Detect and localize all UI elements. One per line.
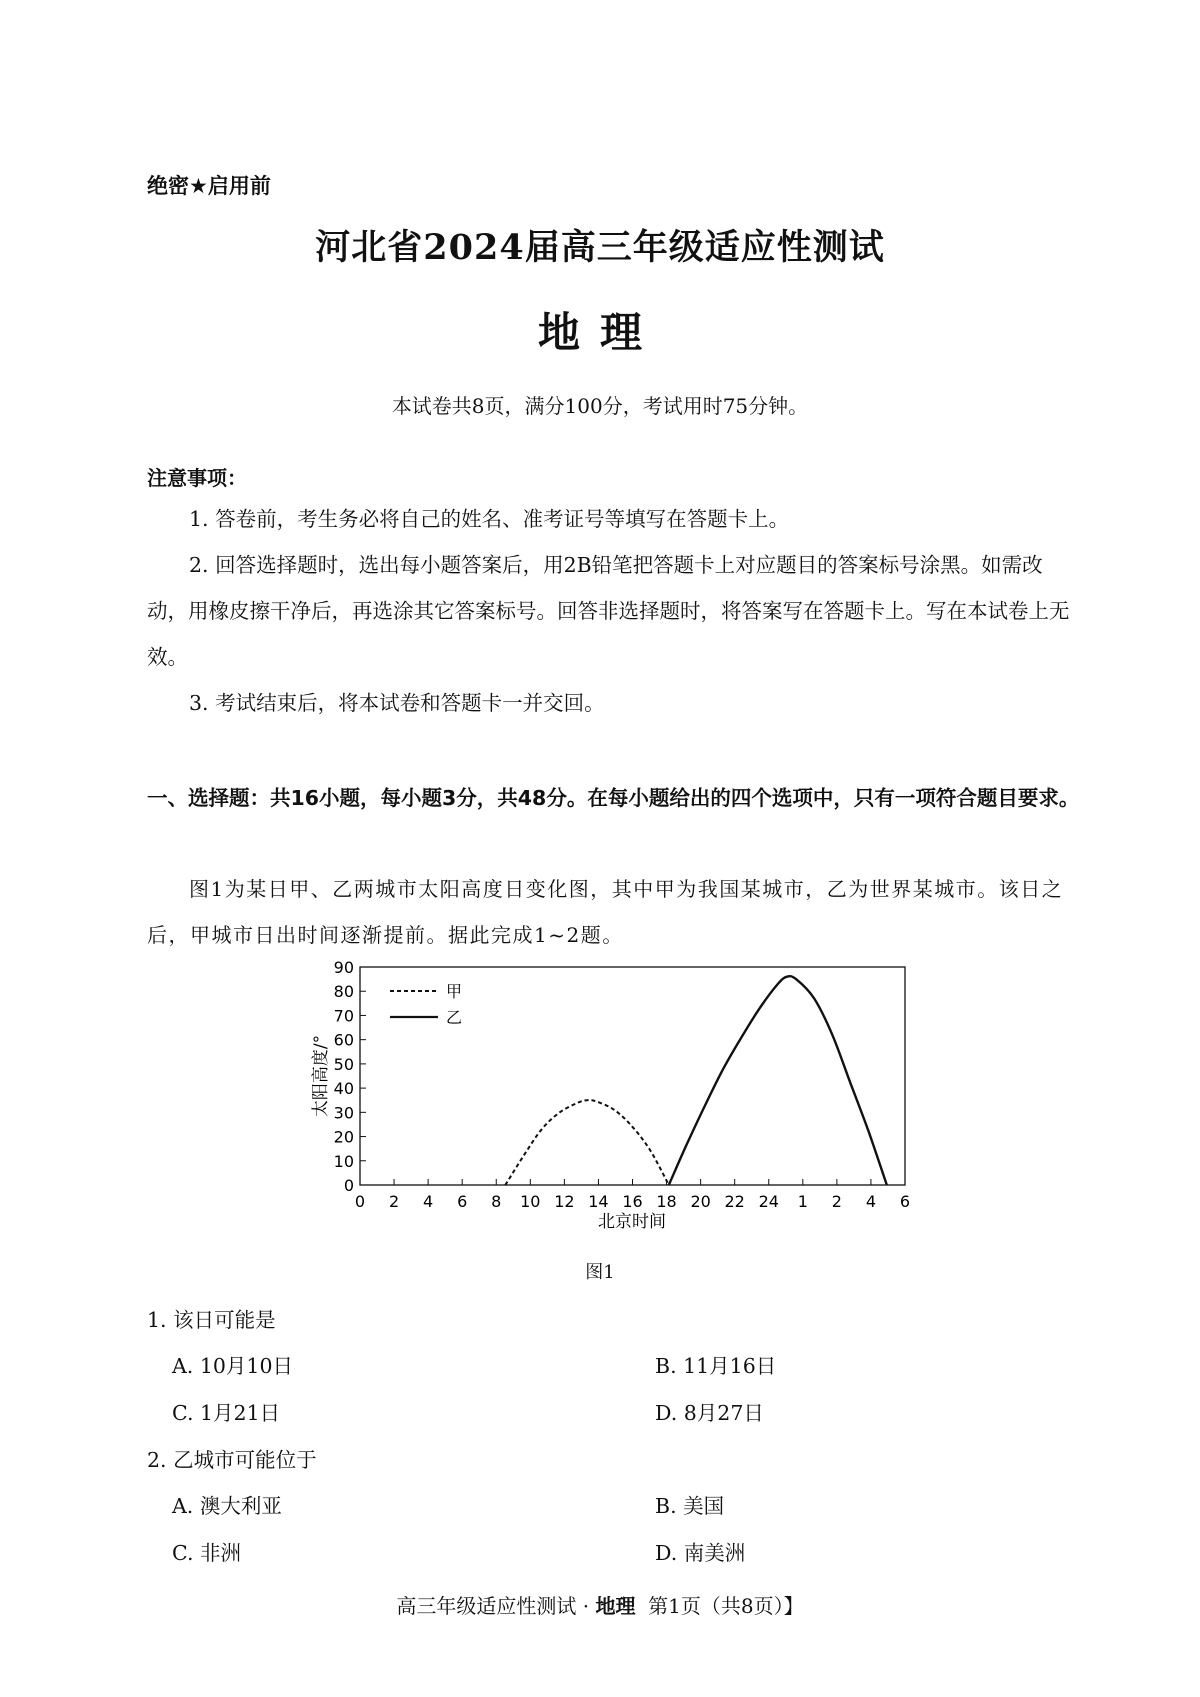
x-tick-label: 14 xyxy=(588,1192,609,1211)
notice-item-1: 1. 答卷前，考生务必将自己的姓名、准考证号等填写在答题卡上。 xyxy=(189,507,790,531)
subject-title: 地理 xyxy=(537,308,662,357)
x-tick-label: 4 xyxy=(865,1192,877,1211)
page-footer xyxy=(0,1590,1200,1619)
x-tick-label: 4 xyxy=(423,1192,434,1211)
q1-option-a[interactable]: A. 10月10日 xyxy=(172,1354,294,1378)
x-tick-label: 12 xyxy=(554,1192,575,1211)
x-tick-label: 10 xyxy=(520,1192,541,1211)
q1-option-b[interactable]: B. 11月16日 xyxy=(655,1354,777,1378)
y-tick-label: 50 xyxy=(333,1054,354,1074)
q2-option-c[interactable]: C. 非洲 xyxy=(172,1541,241,1565)
y-tick-label: 30 xyxy=(333,1103,354,1123)
y-tick-label: 70 xyxy=(333,1006,354,1026)
q1-option-c[interactable]: C. 1月21日 xyxy=(172,1401,281,1425)
section-heading: 一、选择题：共16小题，每小题3分，共48分。在每小题给出的四个选项中，只有一项符合题目要求。 xyxy=(147,786,1080,810)
x-axis-label: 北京时间 xyxy=(598,1212,666,1232)
legend-label-jia: 甲 xyxy=(446,982,463,1001)
x-tick-label: 16 xyxy=(622,1192,643,1211)
q1-option-d[interactable]: D. 8月27日 xyxy=(655,1401,764,1425)
figure-caption: 图1 xyxy=(585,1262,615,1283)
chart-series xyxy=(505,976,887,1185)
notice-heading: 注意事项： xyxy=(147,466,247,490)
y-axis-ticks xyxy=(334,958,366,1195)
x-tick-label: 2 xyxy=(388,1192,400,1211)
confidential-label: 绝密★启用前 xyxy=(147,174,271,198)
x-tick-label: 20 xyxy=(690,1192,711,1211)
solar-altitude-chart xyxy=(300,955,940,1255)
x-tick-label: 1 xyxy=(797,1192,808,1211)
x-tick-label: 22 xyxy=(724,1192,745,1211)
series-line-yi xyxy=(669,976,887,1185)
x-tick-label: 6 xyxy=(899,1192,911,1211)
q2-option-a[interactable]: A. 澳大利亚 xyxy=(172,1494,282,1518)
series-line-jia xyxy=(505,1100,669,1185)
question-intro: 图1为某日甲、乙两城市太阳高度日变化图，其中甲为我国某城市，乙为世界某城市。该日之后，甲城市日出时间逐渐提前。据此完成1~2题。 xyxy=(147,877,1064,947)
legend-label-yi: 乙 xyxy=(446,1008,463,1027)
notice-item-3: 3. 考试结束后，将本试卷和答题卡一并交回。 xyxy=(189,691,605,715)
y-tick-label: 20 xyxy=(333,1127,354,1147)
y-tick-label: 40 xyxy=(333,1079,354,1099)
x-axis-ticks xyxy=(355,1179,910,1211)
x-tick-label: 18 xyxy=(656,1192,677,1211)
notice-item-2: 2. 回答选择题时，选出每小题答案后，用2B铅笔把答题卡上对应题目的答案标号涂黑。如需改动，用橡皮擦干净后，再选涂其它答案标号。回答非选择题时，将答案写在答题卡上。写在本试卷上无效。 xyxy=(147,553,1070,669)
question-2-stem: 2. 乙城市可能位于 xyxy=(147,1448,317,1472)
y-tick-label: 80 xyxy=(333,982,354,1002)
q2-option-d[interactable]: D. 南美洲 xyxy=(655,1541,746,1565)
y-tick-label: 90 xyxy=(333,958,354,977)
y-tick-label: 0 xyxy=(343,1176,354,1195)
plot-frame xyxy=(360,967,905,1185)
x-tick-label: 24 xyxy=(758,1192,779,1211)
y-axis-label: 太阳高度/° xyxy=(311,1034,331,1118)
y-tick-label: 60 xyxy=(333,1030,354,1050)
x-tick-label: 2 xyxy=(831,1192,842,1211)
exam-title: 河北省2024届高三年级适应性测试 xyxy=(315,227,885,268)
x-tick-label: 8 xyxy=(491,1192,502,1211)
exam-info: 本试卷共8页，满分100分，考试用时75分钟。 xyxy=(391,394,809,418)
x-tick-label: 0 xyxy=(354,1192,366,1211)
x-tick-label: 6 xyxy=(457,1192,468,1211)
question-1-stem: 1. 该日可能是 xyxy=(147,1308,276,1332)
footer-left: 高三年级适应性测试 · xyxy=(396,1594,596,1618)
footer-page: 第1页（共8页）】 xyxy=(648,1594,804,1618)
y-tick-label: 10 xyxy=(333,1151,354,1171)
q2-option-b[interactable]: B. 美国 xyxy=(655,1494,725,1518)
footer-subject: 地理 xyxy=(595,1594,636,1618)
